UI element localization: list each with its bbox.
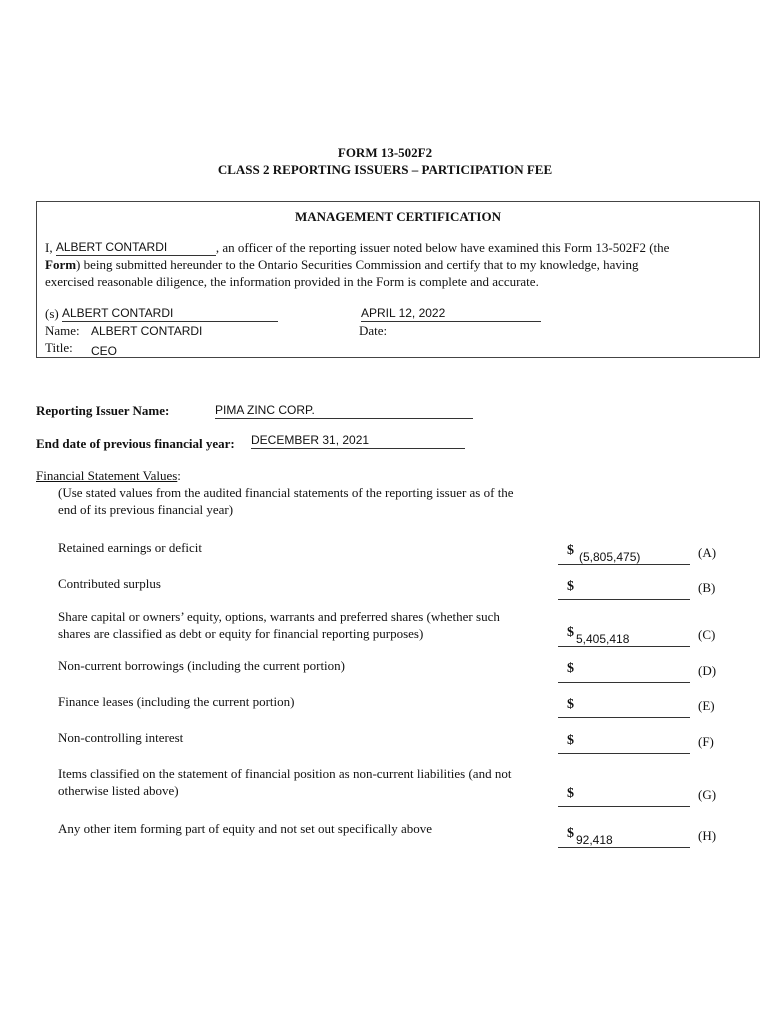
row-c-description-1: Share capital or owners’ equity, options, warrants and preferred shares (whether such [58,609,500,624]
row-c-letter: (C) [698,627,716,642]
row-c-value[interactable]: 5,405,418 [576,632,630,646]
row-g-dollar-sign: $ [567,786,574,801]
issuer-name-field[interactable]: PIMA ZINC CORP. [215,403,473,419]
row-g-description-1: Items classified on the statement of financial position as non-current liabilities (and not [58,766,512,781]
row-f-dollar-sign: $ [567,733,574,748]
date-row [361,306,541,322]
row-a-value[interactable]: (5,805,475) [579,550,641,564]
row-c-description-2: shares are classified as debt or equity for financial reporting purposes) [58,626,424,641]
end-date-row [251,433,465,449]
row-d-dollar-sign: $ [567,661,574,676]
signature-prefix: (s) [45,306,62,321]
certification-line-2 [45,257,639,273]
financials-heading-row [36,468,181,484]
row-e-input-line[interactable] [558,717,690,718]
intro-line2-rest: ) being submitted hereunder to the Ontario Securities Commission and certify that to my knowledge, having [76,257,639,272]
name-value[interactable]: ALBERT CONTARDI [91,324,203,338]
name-label: Name: [45,323,80,338]
row-h-letter: (H) [698,828,717,843]
row-g-letter: (G) [698,787,717,802]
row-d-input-line[interactable] [558,682,690,683]
signature-field[interactable]: ALBERT CONTARDI [62,306,278,322]
row-a-description: Retained earnings or deficit [58,540,203,555]
row-a-dollar-sign: $ [567,543,574,558]
instruction-line-2: end of its previous financial year) [58,502,234,517]
row-d-letter: (D) [698,663,717,678]
row-b-input-line[interactable] [558,599,690,600]
end-date-field[interactable]: DECEMBER 31, 2021 [251,433,465,449]
row-f-letter: (F) [698,734,714,749]
form-number: FORM 13-502F2 [337,145,433,160]
row-e-letter: (E) [698,698,715,713]
row-c-input-line[interactable] [558,646,690,647]
management-certification-box [36,201,760,358]
row-b-dollar-sign: $ [567,579,574,594]
instruction-line-1: (Use stated values from the audited financial statements of the reporting issuer as of the [58,485,514,500]
financials-heading: Financial Statement Values [36,468,178,483]
end-date-label: End date of previous financial year: [36,436,235,451]
date-field[interactable]: APRIL 12, 2022 [361,306,541,322]
row-d-description: Non-current borrowings (including the current portion) [58,658,346,673]
row-e-description: Finance leases (including the current portion) [58,694,295,709]
row-f-description: Non-controlling interest [58,730,184,745]
issuer-name-label: Reporting Issuer Name: [36,403,170,418]
form-word: Form [45,257,77,272]
date-label: Date: [359,323,388,338]
row-a-letter: (A) [698,545,717,560]
signature-row [45,306,278,322]
form-title: CLASS 2 REPORTING ISSUERS – PARTICIPATION FEE [217,162,553,177]
row-g-description-2: otherwise listed above) [58,783,179,798]
certification-heading: MANAGEMENT CERTIFICATION [295,209,501,224]
row-a-input-line[interactable] [558,564,690,565]
intro-line1-rest: , an officer of the reporting issuer noted below have examined this Form 13-502F2 (the [215,240,670,255]
row-b-letter: (B) [698,580,716,595]
row-g-input-line[interactable] [558,806,690,807]
intro-prefix: I, [45,240,56,255]
officer-name-field[interactable]: ALBERT CONTARDI [56,240,216,256]
row-h-value[interactable]: 92,418 [576,833,613,847]
row-h-dollar-sign: $ [567,826,574,841]
title-value[interactable]: CEO [91,344,118,358]
row-e-dollar-sign: $ [567,697,574,712]
row-h-description: Any other item forming part of equity and not set out specifically above [58,821,433,836]
title-label: Title: [45,340,73,355]
financials-heading-colon: : [177,468,181,483]
row-b-description: Contributed surplus [58,576,161,591]
certification-line-3: exercised reasonable diligence, the information provided in the Form is complete and accurate. [45,274,539,289]
certification-line-1 [45,240,669,256]
issuer-name-row [215,403,473,419]
row-f-input-line[interactable] [558,753,690,754]
row-c-dollar-sign: $ [567,625,574,640]
row-h-input-line[interactable] [558,847,690,848]
